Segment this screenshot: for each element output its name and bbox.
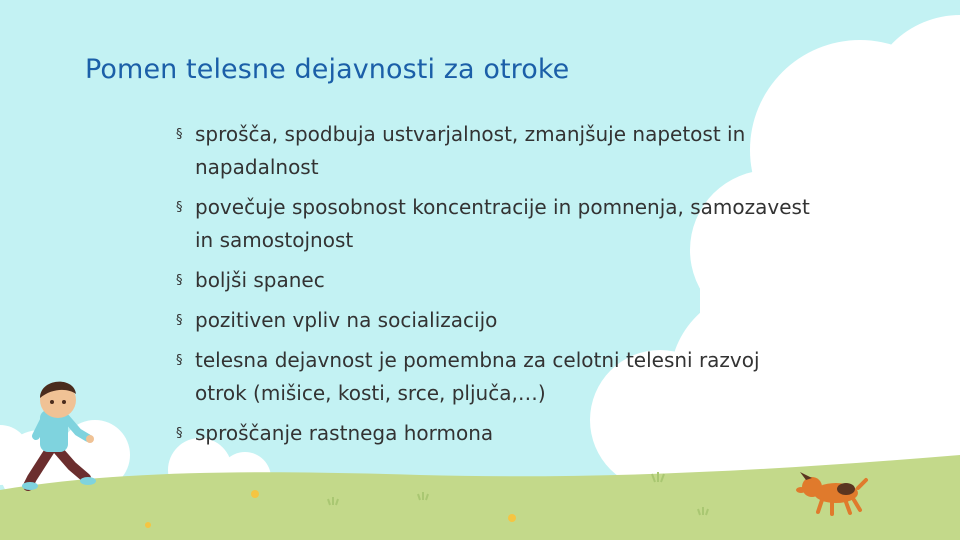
bullet-text: povečuje sposobnost koncentracije in pomnenja, samozavest in samostojnost [195,195,810,252]
bullet-marker: § [176,127,183,142]
list-item [175,191,815,257]
bullet-marker: § [176,273,183,288]
bullet-text: boljši spanec [195,268,325,292]
list-item [175,118,815,184]
bullet-text: sproščanje rastnega hormona [195,421,494,445]
bullet-text: pozitiven vpliv na socializacijo [195,308,498,332]
slide-title: Pomen telesne dejavnosti za otroke [85,54,570,85]
list-item [175,417,815,450]
list-item [175,344,815,410]
bullet-text: sprošča, spodbuja ustvarjalnost, zmanjšuje napetost in napadalnost [195,122,746,179]
bullet-marker: § [176,200,183,215]
bullet-text: telesna dejavnost je pomembna za celotni telesni razvoj otrok (mišice, kosti, srce, pljuča,…) [195,348,760,405]
bullet-marker: § [176,313,183,328]
bullet-list [175,118,815,457]
bullet-marker: § [176,426,183,441]
list-item [175,304,815,337]
list-item [175,264,815,297]
bullet-marker: § [176,353,183,368]
